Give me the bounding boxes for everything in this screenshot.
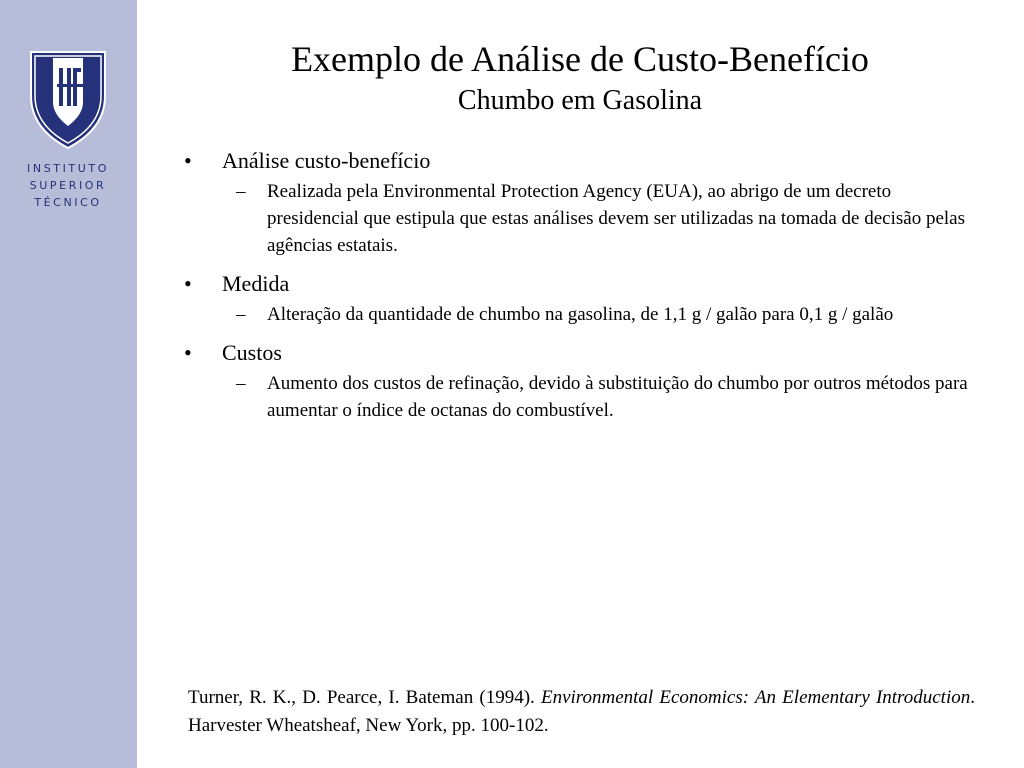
- logo-line-2: SUPERIOR: [29, 179, 107, 192]
- bullet-group: [184, 146, 974, 259]
- bullet-list: [184, 146, 974, 434]
- bullet-mark: •: [184, 340, 192, 365]
- sub-bullet-item: [184, 370, 974, 424]
- bullet-group: [184, 269, 974, 328]
- logo-line-1: INSTITUTO: [27, 162, 109, 175]
- bullet-item: [184, 269, 974, 299]
- reference-book-title: Environmental Economics: An Elementary Introduction: [540, 687, 971, 708]
- bullet-group: [184, 338, 974, 424]
- sub-bullet-mark: –: [236, 373, 246, 394]
- bullet-mark: •: [184, 148, 192, 173]
- slide-title: Exemplo de Análise de Custo-Benefício: [291, 39, 869, 79]
- sub-bullet-item: [184, 178, 974, 259]
- sub-bullet-mark: –: [236, 304, 246, 325]
- bullet-text: Medida: [222, 271, 290, 296]
- bullet-text: Análise custo-benefício: [222, 148, 431, 173]
- sidebar-band: [0, 0, 137, 768]
- bibliographic-reference: [188, 684, 975, 740]
- bullet-text: Custos: [222, 340, 282, 365]
- bullet-item: [184, 146, 974, 176]
- shield-icon: [29, 50, 107, 150]
- sub-bullet-text: Alteração da quantidade de chumbo na gasolina, de 1,1 g / galão para 0,1 g / galão: [267, 304, 894, 325]
- bullet-mark: •: [184, 271, 192, 296]
- logo-line-3: TÉCNICO: [34, 196, 102, 209]
- slide-subtitle: Chumbo em Gasolina: [457, 85, 703, 116]
- reference-publisher: . Harvester Wheatsheaf, New York, pp. 100-102.: [188, 687, 975, 736]
- sub-bullet-text: Aumento dos custos de refinação, devido à substituição do chumbo por outros métodos para aumentar o índice de octanas do combustível.: [267, 373, 968, 421]
- logo-text: [22, 160, 114, 211]
- ist-logo: [22, 50, 114, 211]
- sub-bullet-text: Realizada pela Environmental Protection Agency (EUA), ao abrigo de um decreto presidencial que estipula que estas análises devem ser utilizadas na tomada de decisão pelas agências estatais.: [267, 181, 965, 256]
- sub-bullet-mark: –: [236, 181, 246, 202]
- bullet-item: [184, 338, 974, 368]
- reference-authors: Turner, R. K., D. Pearce, I. Bateman (1994).: [188, 687, 541, 708]
- sub-bullet-item: [184, 301, 974, 328]
